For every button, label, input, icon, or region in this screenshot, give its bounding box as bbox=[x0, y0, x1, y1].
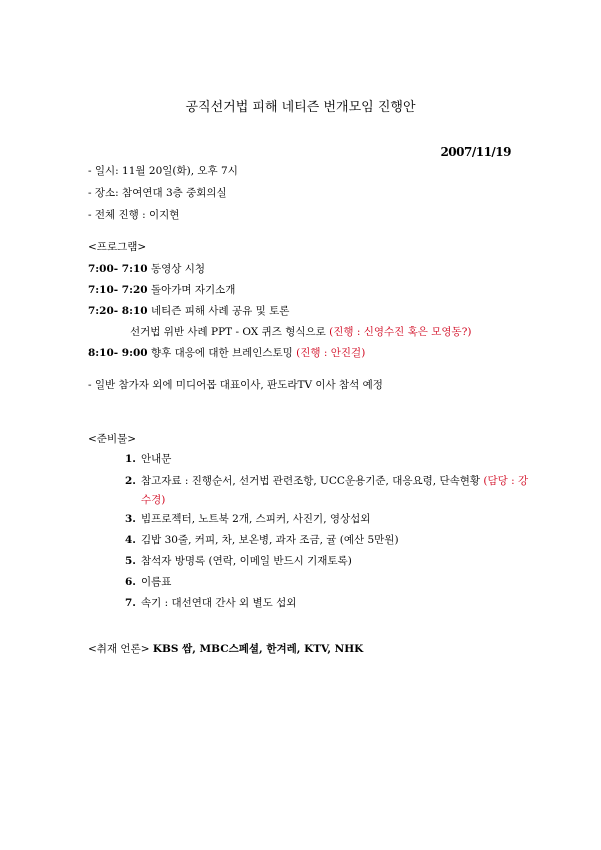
program-row bbox=[130, 325, 471, 339]
document-title: 공직선거법 피해 네티즌 번개모임 진행안 bbox=[185, 100, 416, 115]
supply-item bbox=[125, 533, 399, 547]
program-row bbox=[88, 262, 205, 276]
program-text: 돌아가며 자기소개 bbox=[150, 284, 236, 296]
program-facilitator: (진행 : 안진걸) bbox=[296, 347, 366, 359]
program-time: 7:10- 7:20 bbox=[88, 284, 148, 296]
supply-item bbox=[125, 575, 171, 589]
program-facilitator: (진행 : 신영수진 혹은 모영동?) bbox=[329, 326, 472, 338]
program-time: 7:20- 8:10 bbox=[88, 305, 148, 317]
supply-text: 참석자 방명록 (연락, 이메일 반드시 기재토록) bbox=[141, 555, 352, 567]
supply-text: 속기 : 대선연대 간사 외 별도 섭외 bbox=[141, 597, 297, 609]
supply-number: 3. bbox=[125, 513, 136, 525]
press-outlets: KBS 쌈, MBC스페셜, 한겨레, KTV, NHK bbox=[152, 643, 364, 655]
supply-text: 빔프로젝터, 노트북 2개, 스피커, 사진기, 영상섭외 bbox=[141, 513, 371, 525]
supply-text: 참고자료 : 진행순서, 선거법 관련조항, UCC운용기준, 대응요령, 단속현황 bbox=[141, 475, 484, 487]
supply-text: 이름표 bbox=[141, 576, 172, 588]
supply-number: 6. bbox=[125, 576, 136, 588]
supply-number: 5. bbox=[125, 555, 136, 567]
program-note: - 일반 참가자 외에 미디어몹 대표이사, 판도라TV 이사 참석 예정 bbox=[88, 379, 383, 391]
supply-number: 7. bbox=[125, 597, 136, 609]
program-text: 선거법 위반 사례 PPT - OX 퀴즈 형식으로 bbox=[130, 326, 330, 338]
info-location: - 장소: 참여연대 3층 중회의실 bbox=[88, 187, 227, 199]
supplies-header: <준비물> bbox=[88, 433, 137, 445]
program-time: 7:00- 7:10 bbox=[88, 263, 148, 275]
supply-item bbox=[125, 452, 171, 466]
supply-number: 2. bbox=[125, 475, 136, 487]
press-line bbox=[88, 642, 363, 656]
program-row bbox=[88, 304, 289, 318]
supply-item bbox=[125, 512, 370, 526]
info-datetime: - 일시: 11월 20일(화), 오후 7시 bbox=[88, 165, 238, 177]
supply-number: 1. bbox=[125, 453, 136, 465]
program-row bbox=[88, 346, 365, 360]
press-header: <취재 언론> bbox=[88, 643, 150, 655]
supply-number: 4. bbox=[125, 534, 136, 546]
supply-text: 안내문 bbox=[141, 453, 172, 465]
program-header: <프로그램> bbox=[88, 241, 147, 253]
program-time: 8:10- 9:00 bbox=[88, 347, 148, 359]
supply-text: 김밥 30줄, 커피, 차, 보온병, 과자 조금, 귤 (예산 5만원) bbox=[141, 534, 399, 546]
supply-item bbox=[125, 596, 296, 610]
supply-item bbox=[125, 554, 352, 568]
supply-owner: (담당 : 강 bbox=[483, 475, 529, 487]
program-text: 동영상 시청 bbox=[150, 263, 206, 275]
program-row bbox=[88, 283, 235, 297]
program-text: 향후 대응에 대한 브레인스토밍 bbox=[150, 347, 297, 359]
info-host: - 전체 진행 : 이지현 bbox=[88, 209, 180, 221]
supply-item bbox=[125, 474, 528, 488]
program-text: 네티즌 피해 사례 공유 및 토론 bbox=[150, 305, 290, 317]
document-date: 2007/11/19 bbox=[440, 145, 511, 159]
supply-owner-continued: 수경) bbox=[141, 494, 166, 506]
